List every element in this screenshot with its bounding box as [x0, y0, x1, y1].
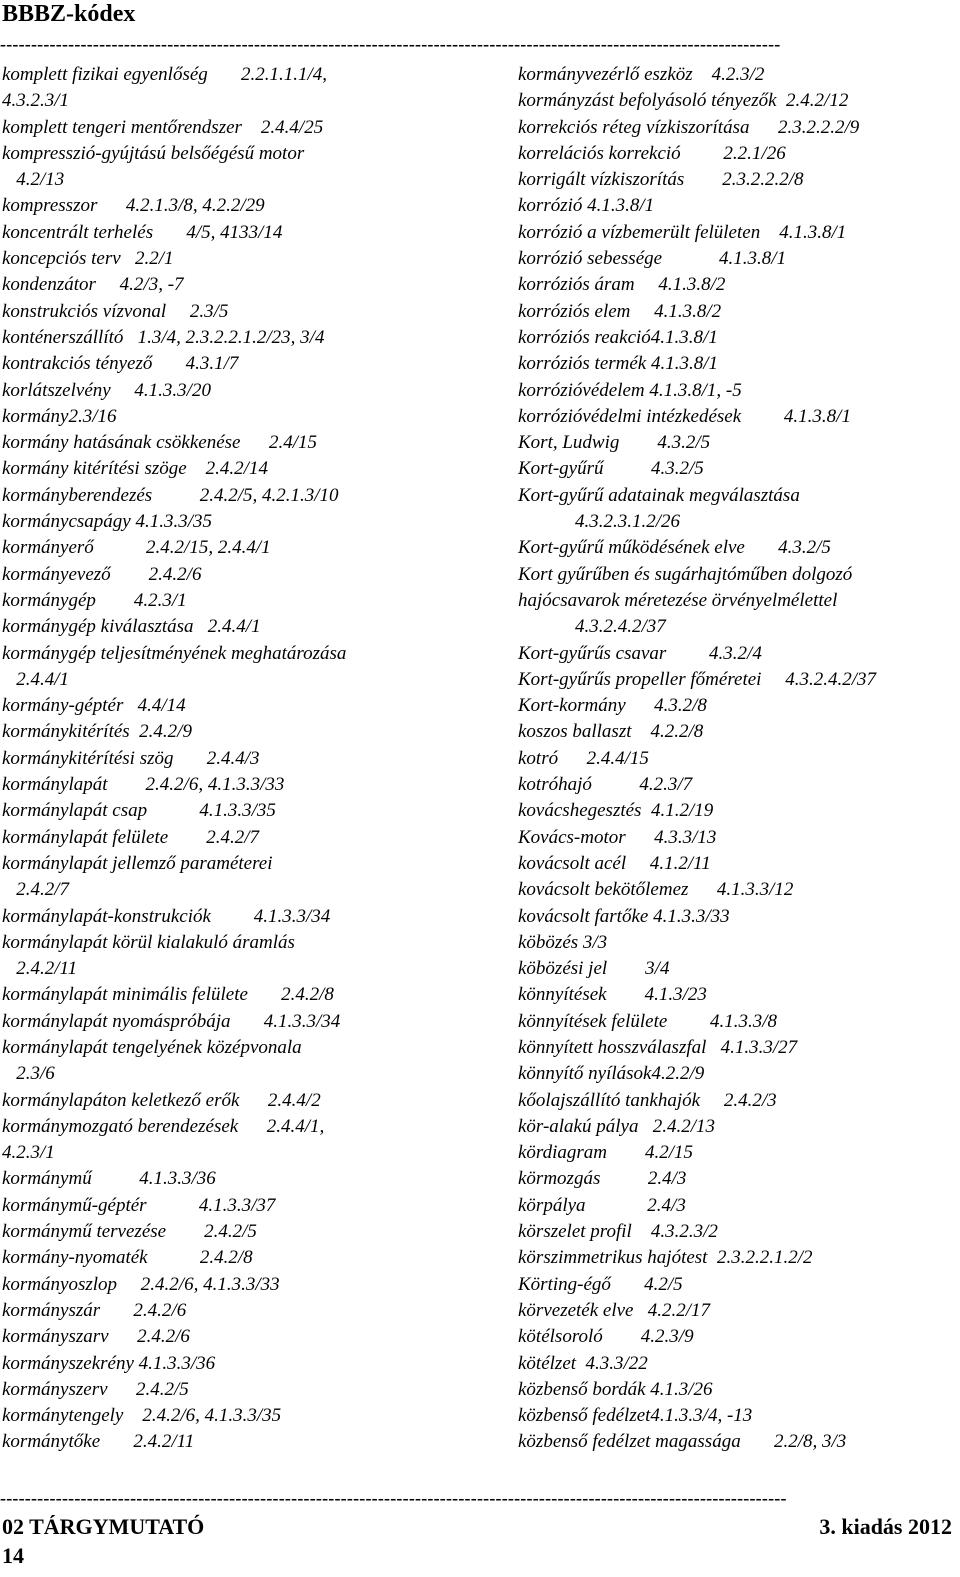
- index-entry: 4.2.3/1: [2, 1142, 55, 1164]
- index-entry: Kort, Ludwig 4.3.2/5: [518, 432, 711, 454]
- index-entry: 2.4.4/1: [2, 668, 70, 690]
- index-entry: Körting-égő 4.2/5: [518, 1273, 683, 1295]
- index-entry: kormánymű-géptér 4.1.3.3/37: [2, 1194, 276, 1216]
- index-entry: korróziós termék 4.1.3.8/1: [518, 353, 719, 375]
- index-entry: Kort-gyűrű működésének elve 4.3.2/5: [518, 537, 831, 559]
- index-entry: kormánycsapágy 4.1.3.3/35: [2, 511, 213, 533]
- index-entry: könnyítő nyílások4.2.2/9: [518, 1063, 705, 1085]
- index-entry: kormánygép teljesítményének meghatározása: [2, 642, 347, 664]
- index-entry: kormánylapát 2.4.2/6, 4.1.3.3/33: [2, 774, 285, 796]
- index-entry: korrózióvédelmi intézkedések 4.1.3.8/1: [518, 405, 851, 427]
- bottom-separator: -------------------------------------------------------------------------------------------------------------------------------: [0, 1488, 787, 1508]
- index-entry: korróziós áram 4.1.3.8/2: [518, 274, 726, 296]
- index-entry: könnyített hosszválaszfal 4.1.3.3/27: [518, 1036, 798, 1058]
- index-entry: köbözés 3/3: [518, 931, 608, 953]
- index-entry: kormány2.3/16: [2, 405, 117, 427]
- index-entry: 4.3.2.4.2/37: [518, 616, 666, 638]
- index-entry: kotró 2.4.4/15: [518, 747, 649, 769]
- page-number: 14: [2, 1543, 24, 1568]
- index-entry: kormánymű tervezése 2.4.2/5: [2, 1221, 257, 1243]
- index-entry: kőolajszállító tankhajók 2.4.2/3: [518, 1089, 777, 1111]
- index-entry: körvezeték elve 4.2.2/17: [518, 1299, 711, 1321]
- index-entry: korrelációs korrekció 2.2.1/26: [518, 142, 786, 164]
- index-entry: kormányberendezés 2.4.2/5, 4.2.1.3/10: [2, 484, 339, 506]
- index-entry: kormányszár 2.4.2/6: [2, 1299, 187, 1321]
- index-entry: korrózió sebessége 4.1.3.8/1: [518, 248, 787, 270]
- index-entry: korróziós elem 4.1.3.8/2: [518, 300, 722, 322]
- index-entry: Kort-kormány 4.3.2/8: [518, 695, 707, 717]
- index-entry: korrózió a vízbemerült felületen 4.1.3.8/1: [518, 221, 847, 243]
- index-entry: Kovács-motor 4.3.3/13: [518, 826, 717, 848]
- index-entry: kormánygép kiválasztása 2.4.4/1: [2, 616, 261, 638]
- index-entry: Kort-gyűrűs propeller főméretei 4.3.2.4.2/37: [518, 668, 876, 690]
- index-entry: kovácshegesztés 4.1.2/19: [518, 800, 714, 822]
- index-entry: kompresszió-gyújtású belsőégésű motor: [2, 142, 305, 164]
- index-entry: kormány hatásának csökkenése 2.4/15: [2, 432, 318, 454]
- index-entry: kormány kitérítési szöge 2.4.2/14: [2, 458, 268, 480]
- index-entry: konténerszállító 1.3/4, 2.3.2.2.1.2/23, 3/4: [2, 326, 325, 348]
- index-entry: közbenső bordák 4.1.3/26: [518, 1378, 713, 1400]
- index-entry: 2.4.2/11: [2, 958, 78, 980]
- index-entry: korrózió 4.1.3.8/1: [518, 195, 655, 217]
- index-entry: 2.3/6: [2, 1063, 55, 1085]
- index-entry: konstrukciós vízvonal 2.3/5: [2, 300, 229, 322]
- index-entry: kormánykitérítési szög 2.4.4/3: [2, 747, 260, 769]
- index-entry: Kort-gyűrű 4.3.2/5: [518, 458, 704, 480]
- index-entry: kormányoszlop 2.4.2/6, 4.1.3.3/33: [2, 1273, 280, 1295]
- index-entry: komplett fizikai egyenlőség 2.2.1.1.1/4,: [2, 64, 328, 85]
- index-entry: kormánylapáton keletkező erők 2.4.4/2: [2, 1089, 321, 1111]
- index-entry: kormánylapát minimális felülete 2.4.2/8: [2, 984, 334, 1006]
- index-entry: kördiagram 4.2/15: [518, 1142, 694, 1164]
- index-entry: Kort-gyűrű adatainak megválasztása: [518, 484, 800, 506]
- index-entry: Kort gyűrűben és sugárhajtóműben dolgozó: [518, 563, 853, 585]
- index-entry: kotróhajó 4.2.3/7: [518, 774, 693, 796]
- index-entry: körmozgás 2.4/3: [518, 1168, 687, 1190]
- index-entry: kormánytengely 2.4.2/6, 4.1.3.3/35: [2, 1405, 282, 1427]
- index-entry: komplett tengeri mentőrendszer 2.4.4/25: [2, 116, 324, 138]
- index-entry: 4.3.2.3.1.2/26: [518, 511, 681, 533]
- index-entry: kormánylapát-konstrukciók 4.1.3.3/34: [2, 905, 331, 927]
- index-entry: kormánytőke 2.4.2/11: [2, 1431, 195, 1453]
- index-entry: kormányszekrény 4.1.3.3/36: [2, 1352, 216, 1374]
- footer-section-title: 02 TÁRGYMUTATÓ: [2, 1514, 205, 1539]
- index-entry: kormánylapát nyomáspróbája 4.1.3.3/34: [2, 1010, 341, 1032]
- footer-edition: 3. kiadás 2012: [819, 1514, 952, 1539]
- index-entry: kovácsolt fartőke 4.1.3.3/33: [518, 905, 730, 927]
- index-entry: korrózióvédelem 4.1.3.8/1, -5: [518, 379, 742, 401]
- index-entry: kormányerő 2.4.2/15, 2.4.4/1: [2, 537, 271, 559]
- index-entry: korrigált vízkiszorítás 2.3.2.2.2/8: [518, 169, 804, 191]
- document-title: BBBZ-kódex: [2, 1, 136, 27]
- index-entry: könnyítések felülete 4.1.3.3/8: [518, 1010, 778, 1032]
- index-entry: korróziós reakció4.1.3.8/1: [518, 326, 718, 348]
- index-entry: Kort-gyűrűs csavar 4.3.2/4: [518, 642, 762, 664]
- index-entry: kormánymozgató berendezések 2.4.4/1,: [2, 1115, 325, 1137]
- index-entry: korrekciós réteg vízkiszorítása 2.3.2.2.2/9: [518, 116, 860, 138]
- index-column-right: [518, 62, 958, 1456]
- index-entry: kormányzást befolyásoló tényezők 2.4.2/12: [518, 90, 849, 112]
- index-entry: köbözési jel 3/4: [518, 958, 670, 980]
- index-entry: közbenső fedélzet4.1.3.3/4, -13: [518, 1405, 753, 1427]
- index-entry: körszimmetrikus hajótest 2.3.2.2.1.2/2: [518, 1247, 813, 1269]
- index-entry: kormányevező 2.4.2/6: [2, 563, 202, 585]
- index-entry: kötélzet 4.3.3/22: [518, 1352, 648, 1374]
- index-entry: 4.2/13: [2, 169, 65, 191]
- index-entry: kompresszor 4.2.1.3/8, 4.2.2/29: [2, 195, 265, 217]
- index-entry: koncentrált terhelés 4/5, 4133/14: [2, 221, 283, 243]
- index-entry: kormánygép 4.2.3/1: [2, 589, 187, 611]
- index-entry: kötélsoroló 4.2.3/9: [518, 1326, 694, 1348]
- index-entry: hajócsavarok méretezése örvényelmélettel: [518, 589, 838, 611]
- index-entry: körszelet profil 4.3.2.3/2: [518, 1221, 718, 1243]
- index-entry: 2.4.2/7: [2, 879, 70, 901]
- index-entry: kör-alakú pálya 2.4.2/13: [518, 1115, 715, 1137]
- index-entry: könnyítések 4.1.3/23: [518, 984, 707, 1006]
- index-entry: kormánylapát csap 4.1.3.3/35: [2, 800, 276, 822]
- index-entry: kormány-géptér 4.4/14: [2, 695, 186, 717]
- index-entry: kovácsolt acél 4.1.2/11: [518, 852, 711, 874]
- top-separator: ------------------------------------------------------------------------------------------------------------------------------: [0, 34, 781, 54]
- index-entry: kormányvezérlő eszköz 4.2.3/2: [518, 64, 765, 85]
- index-entry: 4.3.2.3/1: [2, 90, 70, 112]
- index-entry: kormánylapát felülete 2.4.2/7: [2, 826, 259, 848]
- index-entry: kormányszerv 2.4.2/5: [2, 1378, 189, 1400]
- index-entry: kormánylapát tengelyének középvonala: [2, 1036, 302, 1058]
- index-entry: kormánykitérítés 2.4.2/9: [2, 721, 192, 743]
- index-entry: közbenső fedélzet magassága 2.2/8, 3/3: [518, 1431, 847, 1453]
- index-entry: kondenzátor 4.2/3, -7: [2, 274, 184, 296]
- index-entry: kormányszarv 2.4.2/6: [2, 1326, 190, 1348]
- index-entry: kormánymű 4.1.3.3/36: [2, 1168, 216, 1190]
- index-entry: kormány-nyomaték 2.4.2/8: [2, 1247, 253, 1269]
- index-entry: kontrakciós tényező 4.3.1/7: [2, 353, 239, 375]
- index-entry: kovácsolt bekötőlemez 4.1.3.3/12: [518, 879, 794, 901]
- index-entry: koncepciós terv 2.2/1: [2, 248, 174, 270]
- index-entry: koszos ballaszt 4.2.2/8: [518, 721, 704, 743]
- index-column-left: [2, 62, 502, 1456]
- index-entry: körpálya 2.4/3: [518, 1194, 686, 1216]
- index-entry: kormánylapát körül kialakuló áramlás: [2, 931, 295, 953]
- index-entry: korlátszelvény 4.1.3.3/20: [2, 379, 211, 401]
- index-entry: kormánylapát jellemző paraméterei: [2, 852, 273, 874]
